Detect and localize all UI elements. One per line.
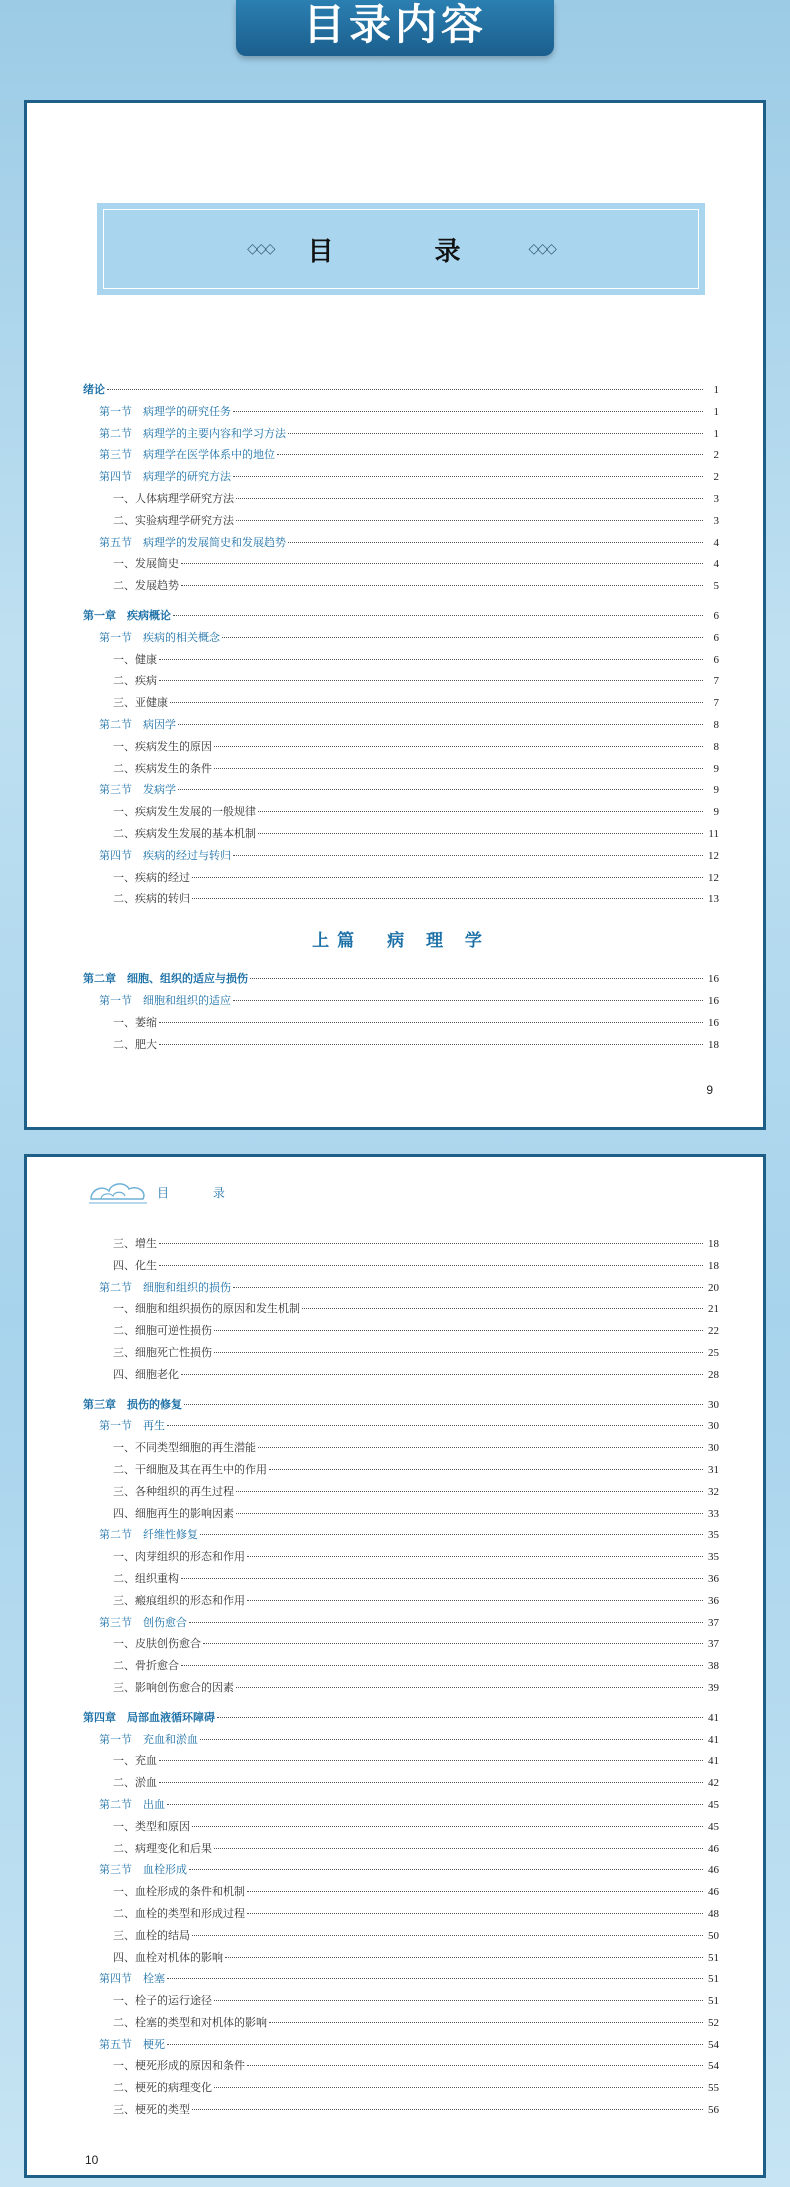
page-number: 10 — [85, 2153, 99, 2167]
dot-leader — [214, 1848, 703, 1849]
diamond-ornament-icon: ◇◇◇ — [247, 241, 274, 257]
toc-entry-page: 18 — [708, 1259, 719, 1272]
toc-entry-page: 1 — [713, 405, 719, 418]
toc-entry-page: 46 — [708, 1864, 719, 1877]
toc-entry-page: 1 — [713, 384, 719, 396]
dot-leader — [214, 1352, 703, 1353]
toc-item-entry[interactable] — [83, 2079, 719, 2101]
toc-entry-page: 45 — [708, 1798, 719, 1811]
dot-leader — [159, 1243, 703, 1244]
toc-entry-title: 三、亚健康 — [113, 696, 168, 710]
toc-section-entry[interactable] — [83, 1970, 719, 1992]
toc-entry-page: 46 — [708, 1842, 719, 1855]
toc-entry-title: 四、血栓对机体的影响 — [113, 1950, 223, 1964]
toc-entry-page: 41 — [708, 1755, 719, 1768]
toc-entry-title: 第一节 病理学的研究任务 — [99, 404, 231, 418]
toc-entry-title: 第二节 出血 — [99, 1797, 165, 1811]
toc-entry-title: 第二节 病理学的主要内容和学习方法 — [99, 426, 286, 440]
toc-item-entry[interactable] — [83, 1883, 719, 1905]
dot-leader — [217, 1717, 703, 1718]
toc-entry-title: 二、实验病理学研究方法 — [113, 513, 234, 527]
dot-leader — [258, 833, 703, 834]
toc-item-entry[interactable] — [83, 672, 719, 694]
toc-entry-title: 二、淤血 — [113, 1776, 157, 1790]
toc-section-entry[interactable] — [83, 1526, 719, 1548]
toc-entry-page: 9 — [713, 762, 719, 775]
toc-entry-title: 二、疾病的转归 — [113, 892, 190, 906]
dot-leader — [167, 1425, 703, 1426]
dot-leader — [233, 476, 703, 477]
dot-leader — [214, 1330, 703, 1331]
toc-entry-title: 三、增生 — [113, 1237, 157, 1250]
dot-leader — [222, 637, 703, 638]
toc-entry-page: 30 — [708, 1420, 719, 1433]
toc-section-entry[interactable] — [83, 847, 719, 869]
toc-entry-page: 5 — [713, 580, 719, 593]
toc-item-entry[interactable] — [83, 577, 719, 599]
toc-entry-title: 一、肉芽组织的形态和作用 — [113, 1550, 245, 1564]
toc-item-entry[interactable] — [83, 1235, 719, 1257]
page-number: 9 — [706, 1083, 713, 1097]
toc-item-entry[interactable] — [83, 555, 719, 577]
toc-entry-page: 35 — [708, 1529, 719, 1542]
toc-item-entry[interactable] — [83, 2014, 719, 2036]
toc-entry-page: 45 — [708, 1820, 719, 1833]
dot-leader — [200, 1739, 703, 1740]
toc-item-entry[interactable] — [83, 1344, 719, 1366]
toc-entry-page: 11 — [708, 827, 719, 840]
toc-entry-page: 18 — [708, 1238, 719, 1250]
toc-entry-page: 7 — [713, 697, 719, 710]
toc-entry-title: 二、疾病发生发展的基本机制 — [113, 826, 256, 840]
dot-leader — [167, 1804, 703, 1805]
toc-page-1 — [24, 100, 766, 1130]
dot-leader — [233, 1000, 703, 1001]
dot-leader — [192, 1826, 703, 1827]
part-heading: 上篇 病 理 学 — [312, 931, 490, 952]
toc-entry-page: 30 — [708, 1398, 719, 1411]
dot-leader — [189, 1869, 703, 1870]
toc-entry-page: 3 — [713, 514, 719, 527]
toc-entry-page: 1 — [713, 427, 719, 440]
toc-entry-page: 16 — [708, 1016, 719, 1029]
toc-entry-page: 52 — [708, 2016, 719, 2029]
toc-item-entry[interactable] — [83, 1657, 719, 1679]
toc-entry-title: 一、类型和原因 — [113, 1819, 190, 1833]
toc-chapter-entry[interactable] — [83, 1396, 719, 1418]
dot-leader — [233, 411, 703, 412]
toc-chapter-entry[interactable] — [83, 381, 719, 403]
toc-section-entry[interactable] — [83, 2036, 719, 2058]
dot-leader — [192, 898, 703, 899]
toc-entry-title: 第一节 充血和淤血 — [99, 1732, 198, 1746]
toc-section-entry[interactable] — [83, 468, 719, 490]
toc-section-entry[interactable] — [83, 1731, 719, 1753]
toc-item-entry[interactable] — [83, 1949, 719, 1971]
toc-item-entry[interactable] — [83, 694, 719, 716]
toc-entry-page: 6 — [713, 631, 719, 644]
dot-leader — [236, 498, 703, 499]
dot-leader — [178, 789, 703, 790]
toc-entry-title: 一、疾病的经过 — [113, 870, 190, 884]
toc-entry-title: 绪论 — [83, 383, 105, 396]
toc-entry-title: 第四节 栓塞 — [99, 1972, 165, 1986]
toc-entry-page: 36 — [708, 1572, 719, 1585]
dot-leader — [236, 1513, 703, 1514]
dot-leader — [159, 1022, 703, 1023]
toc-entry-title: 四、细胞再生的影响因素 — [113, 1506, 234, 1520]
toc-entry-title: 二、血栓的类型和形成过程 — [113, 1906, 245, 1920]
toc-item-entry[interactable] — [83, 1840, 719, 1862]
toc-entry-title: 一、血栓形成的条件和机制 — [113, 1885, 245, 1899]
toc-entry-page: 13 — [708, 893, 719, 906]
dot-leader — [214, 768, 703, 769]
toc-entry-title: 第三章 损伤的修复 — [83, 1397, 182, 1411]
toc-entry-page: 12 — [708, 871, 719, 884]
toc-item-entry[interactable] — [83, 651, 719, 673]
dot-leader — [214, 746, 703, 747]
toc-page-2 — [24, 1154, 766, 2178]
toc-entry-page: 31 — [708, 1463, 719, 1476]
toc-entry-title: 一、充血 — [113, 1754, 157, 1768]
toc-entry-title: 第一节 疾病的相关概念 — [99, 630, 220, 644]
toc-entry-page: 28 — [708, 1368, 719, 1381]
banner-title: 目录内容 — [236, 0, 554, 56]
toc-entry-page: 51 — [708, 1995, 719, 2008]
toc-item-entry[interactable] — [83, 890, 719, 912]
toc-item-entry[interactable] — [83, 738, 719, 760]
toc-entry-title: 第一章 疾病概论 — [83, 608, 171, 622]
toc-item-entry[interactable] — [83, 803, 719, 825]
dot-leader — [167, 2044, 703, 2045]
toc-entry-title: 二、疾病 — [113, 674, 157, 688]
toc-entry-page: 35 — [708, 1551, 719, 1564]
toc-entry-page: 2 — [713, 449, 719, 462]
toc-section-entry[interactable] — [83, 1417, 719, 1439]
dot-leader — [214, 2087, 703, 2088]
toc-entry-page: 2 — [713, 471, 719, 484]
toc-entry-page: 8 — [713, 718, 719, 731]
toc-chapter-entry[interactable] — [83, 970, 719, 992]
toc-entry-title: 二、疾病发生的条件 — [113, 761, 212, 775]
toc-entry-page: 46 — [708, 1886, 719, 1899]
toc-entry-title: 一、疾病发生发展的一般规律 — [113, 805, 256, 819]
toc-entry-page: 20 — [708, 1281, 719, 1294]
toc-entry-title: 四、化生 — [113, 1258, 157, 1272]
toc-entry-page: 12 — [708, 849, 719, 862]
toc-entry-title: 第一节 细胞和组织的适应 — [99, 993, 231, 1007]
toc-title: 目 录 — [307, 236, 507, 267]
toc-entry-title: 三、影响创伤愈合的因素 — [113, 1680, 234, 1694]
toc-entry-page: 7 — [713, 675, 719, 688]
toc-entry-title: 二、病理变化和后果 — [113, 1841, 212, 1855]
toc-entry-page: 25 — [708, 1346, 719, 1359]
toc-entry-page: 36 — [708, 1594, 719, 1607]
toc-entry-title: 一、栓子的运行途径 — [113, 1994, 212, 2008]
dot-leader — [192, 1935, 703, 1936]
toc-entry-title: 第四节 病理学的研究方法 — [99, 470, 231, 484]
toc-item-entry[interactable] — [83, 1505, 719, 1527]
cloud-ornament-icon — [87, 1177, 151, 1207]
toc-entry-title: 一、皮肤创伤愈合 — [113, 1637, 201, 1651]
toc-entry-page: 50 — [708, 1929, 719, 1942]
toc-entry-title: 一、细胞和组织损伤的原因和发生机制 — [113, 1302, 300, 1316]
toc-section-entry[interactable] — [83, 1796, 719, 1818]
toc-item-entry[interactable] — [83, 1257, 719, 1279]
toc-entry-title: 第二节 纤维性修复 — [99, 1528, 198, 1542]
toc-section-entry[interactable] — [83, 403, 719, 425]
toc-entry-title: 三、瘢痕组织的形态和作用 — [113, 1593, 245, 1607]
toc-entry-page: 9 — [713, 784, 719, 797]
dot-leader — [258, 1447, 703, 1448]
dot-leader — [247, 1913, 703, 1914]
toc-section-entry[interactable] — [83, 716, 719, 738]
toc-entry-title: 第二节 细胞和组织的损伤 — [99, 1280, 231, 1294]
dot-leader — [184, 1404, 703, 1405]
toc-entry-title: 一、萎缩 — [113, 1015, 157, 1029]
toc-item-entry[interactable] — [83, 760, 719, 782]
toc-entry-page: 9 — [713, 806, 719, 819]
dot-leader — [236, 1687, 703, 1688]
toc-entry-title: 一、健康 — [113, 652, 157, 666]
dot-leader — [167, 1978, 703, 1979]
toc-entry-page: 8 — [713, 740, 719, 753]
toc-entry-title: 三、梗死的类型 — [113, 2103, 190, 2117]
toc-entry-page: 33 — [708, 1507, 719, 1520]
dot-leader — [225, 1957, 703, 1958]
toc-item-entry[interactable] — [83, 1483, 719, 1505]
dot-leader — [233, 855, 703, 856]
toc-entry-page: 21 — [708, 1303, 719, 1316]
toc-entry-title: 一、发展简史 — [113, 557, 179, 571]
toc-item-entry[interactable] — [83, 1752, 719, 1774]
toc-section-entry[interactable] — [83, 992, 719, 1014]
toc-entry-page: 37 — [708, 1638, 719, 1651]
toc-chapter-entry[interactable] — [83, 1709, 719, 1731]
diamond-ornament-icon: ◇◇◇ — [528, 241, 555, 257]
toc-item-entry[interactable] — [83, 1322, 719, 1344]
toc-entry-title: 第一节 再生 — [99, 1419, 165, 1433]
toc-entry-page: 4 — [713, 536, 719, 549]
toc-item-entry[interactable] — [83, 1548, 719, 1570]
toc-section-entry[interactable] — [83, 446, 719, 468]
dot-leader — [203, 1643, 703, 1644]
dot-leader — [159, 659, 703, 660]
dot-leader — [247, 1891, 703, 1892]
toc-section-entry[interactable] — [83, 1614, 719, 1636]
toc-item-entry[interactable] — [83, 1366, 719, 1388]
toc-entry-page: 3 — [713, 492, 719, 505]
toc-entry-title: 二、骨折愈合 — [113, 1659, 179, 1673]
toc-item-entry[interactable] — [83, 490, 719, 512]
toc-entry-page: 54 — [708, 2060, 719, 2073]
toc-entry-page: 4 — [713, 558, 719, 571]
toc-entry-page: 51 — [708, 1973, 719, 1986]
toc-item-entry[interactable] — [83, 1992, 719, 2014]
toc-entry-title: 二、发展趋势 — [113, 579, 179, 593]
toc-entry-page: 30 — [708, 1442, 719, 1455]
toc-entry-title: 三、各种组织的再生过程 — [113, 1484, 234, 1498]
toc-list — [83, 373, 719, 1057]
dot-leader — [236, 1491, 703, 1492]
toc-entry-title: 第二章 细胞、组织的适应与损伤 — [83, 972, 248, 986]
dot-leader — [159, 1044, 703, 1045]
toc-entry-title: 第三节 血栓形成 — [99, 1863, 187, 1877]
dot-leader — [181, 1578, 703, 1579]
dot-leader — [173, 615, 703, 616]
toc-item-entry[interactable] — [83, 512, 719, 534]
toc-entry-title: 三、细胞死亡性损伤 — [113, 1345, 212, 1359]
dot-leader — [277, 454, 703, 455]
toc-entry-title: 二、干细胞及其在再生中的作用 — [113, 1462, 267, 1476]
dot-leader — [189, 1622, 703, 1623]
toc-item-entry[interactable] — [83, 1679, 719, 1701]
dot-leader — [233, 1287, 703, 1288]
dot-leader — [178, 724, 703, 725]
toc-item-entry[interactable] — [83, 1300, 719, 1322]
toc-section-entry[interactable] — [83, 425, 719, 447]
toc-entry-page: 48 — [708, 1907, 719, 1920]
toc-item-entry[interactable] — [83, 1592, 719, 1614]
dot-leader — [288, 433, 703, 434]
dot-leader — [236, 520, 703, 521]
toc-entry-page: 16 — [708, 973, 719, 986]
toc-item-entry[interactable] — [83, 1774, 719, 1796]
toc-section-entry[interactable] — [83, 781, 719, 803]
toc-entry-title: 第二节 病因学 — [99, 717, 176, 731]
toc-entry-title: 一、疾病发生的原因 — [113, 739, 212, 753]
toc-entry-title: 三、血栓的结局 — [113, 1928, 190, 1942]
toc-entry-page: 41 — [708, 1733, 719, 1746]
dot-leader — [247, 1600, 703, 1601]
dot-leader — [181, 1374, 703, 1375]
toc-entry-title: 一、人体病理学研究方法 — [113, 491, 234, 505]
toc-entry-page: 41 — [708, 1711, 719, 1724]
dot-leader — [181, 1665, 703, 1666]
toc-entry-title: 第五节 病理学的发展简史和发展趋势 — [99, 535, 286, 549]
toc-section-entry[interactable] — [83, 1279, 719, 1301]
toc-item-entry[interactable] — [83, 1036, 719, 1058]
toc-entry-page: 6 — [713, 609, 719, 622]
toc-entry-page: 42 — [708, 1777, 719, 1790]
toc-item-entry[interactable] — [83, 1570, 719, 1592]
toc-title-box — [97, 203, 705, 295]
toc-entry-page: 38 — [708, 1660, 719, 1673]
toc-item-entry[interactable] — [83, 825, 719, 847]
toc-entry-title: 第三节 病理学在医学体系中的地位 — [99, 448, 275, 462]
dot-leader — [192, 2109, 703, 2110]
toc-section-entry[interactable] — [83, 629, 719, 651]
toc-entry-page: 56 — [708, 2104, 719, 2117]
toc-item-entry[interactable] — [83, 1635, 719, 1657]
toc-item-entry[interactable] — [83, 1461, 719, 1483]
dot-leader — [214, 2000, 703, 2001]
toc-list — [83, 1235, 719, 2123]
toc-entry-title: 第三节 创伤愈合 — [99, 1615, 187, 1629]
dot-leader — [302, 1308, 703, 1309]
toc-item-entry[interactable] — [83, 1927, 719, 1949]
dot-leader — [181, 563, 703, 564]
toc-entry-title: 四、细胞老化 — [113, 1367, 179, 1381]
dot-leader — [247, 1556, 703, 1557]
toc-section-entry[interactable] — [83, 1861, 719, 1883]
running-head-text: 目 录 — [157, 1185, 245, 1200]
toc-entry-title: 第五节 梗死 — [99, 2037, 165, 2051]
toc-item-entry[interactable] — [83, 1439, 719, 1461]
toc-entry-title: 二、肥大 — [113, 1037, 157, 1051]
dot-leader — [170, 702, 703, 703]
toc-entry-title: 第四章 局部血液循环障碍 — [83, 1710, 215, 1724]
dot-leader — [159, 1782, 703, 1783]
toc-entry-page: 39 — [708, 1681, 719, 1694]
toc-entry-title: 二、组织重构 — [113, 1571, 179, 1585]
toc-entry-page: 16 — [708, 994, 719, 1007]
toc-item-entry[interactable] — [83, 1818, 719, 1840]
toc-entry-title: 二、栓塞的类型和对机体的影响 — [113, 2015, 267, 2029]
toc-entry-page: 37 — [708, 1616, 719, 1629]
toc-entry-title: 二、梗死的病理变化 — [113, 2081, 212, 2095]
toc-item-entry[interactable] — [83, 869, 719, 891]
toc-entry-page: 6 — [713, 653, 719, 666]
toc-chapter-entry[interactable] — [83, 607, 719, 629]
dot-leader — [107, 389, 703, 390]
toc-section-entry[interactable] — [83, 534, 719, 556]
toc-entry-title: 第四节 疾病的经过与转归 — [99, 848, 231, 862]
dot-leader — [159, 680, 703, 681]
dot-leader — [159, 1265, 703, 1266]
dot-leader — [269, 1469, 703, 1470]
running-head — [87, 1177, 245, 1207]
toc-item-entry[interactable] — [83, 1014, 719, 1036]
toc-entry-title: 二、细胞可逆性损伤 — [113, 1324, 212, 1338]
toc-entry-title: 一、梗死形成的原因和条件 — [113, 2059, 245, 2073]
toc-item-entry[interactable] — [83, 2057, 719, 2079]
dot-leader — [181, 585, 703, 586]
dot-leader — [159, 1760, 703, 1761]
toc-entry-title: 第三节 发病学 — [99, 783, 176, 797]
dot-leader — [192, 877, 703, 878]
dot-leader — [250, 978, 703, 979]
toc-entry-page: 54 — [708, 2038, 719, 2051]
toc-entry-page: 32 — [708, 1485, 719, 1498]
toc-entry-page: 51 — [708, 1951, 719, 1964]
toc-entry-title: 一、不同类型细胞的再生潜能 — [113, 1441, 256, 1455]
toc-item-entry[interactable] — [83, 1905, 719, 1927]
toc-item-entry[interactable] — [83, 2101, 719, 2123]
dot-leader — [288, 542, 703, 543]
dot-leader — [200, 1534, 703, 1535]
toc-entry-page: 22 — [708, 1325, 719, 1338]
dot-leader — [258, 811, 703, 812]
dot-leader — [247, 2065, 703, 2066]
toc-entry-page: 18 — [708, 1038, 719, 1051]
toc-entry-page: 55 — [708, 2082, 719, 2095]
dot-leader — [269, 2022, 703, 2023]
